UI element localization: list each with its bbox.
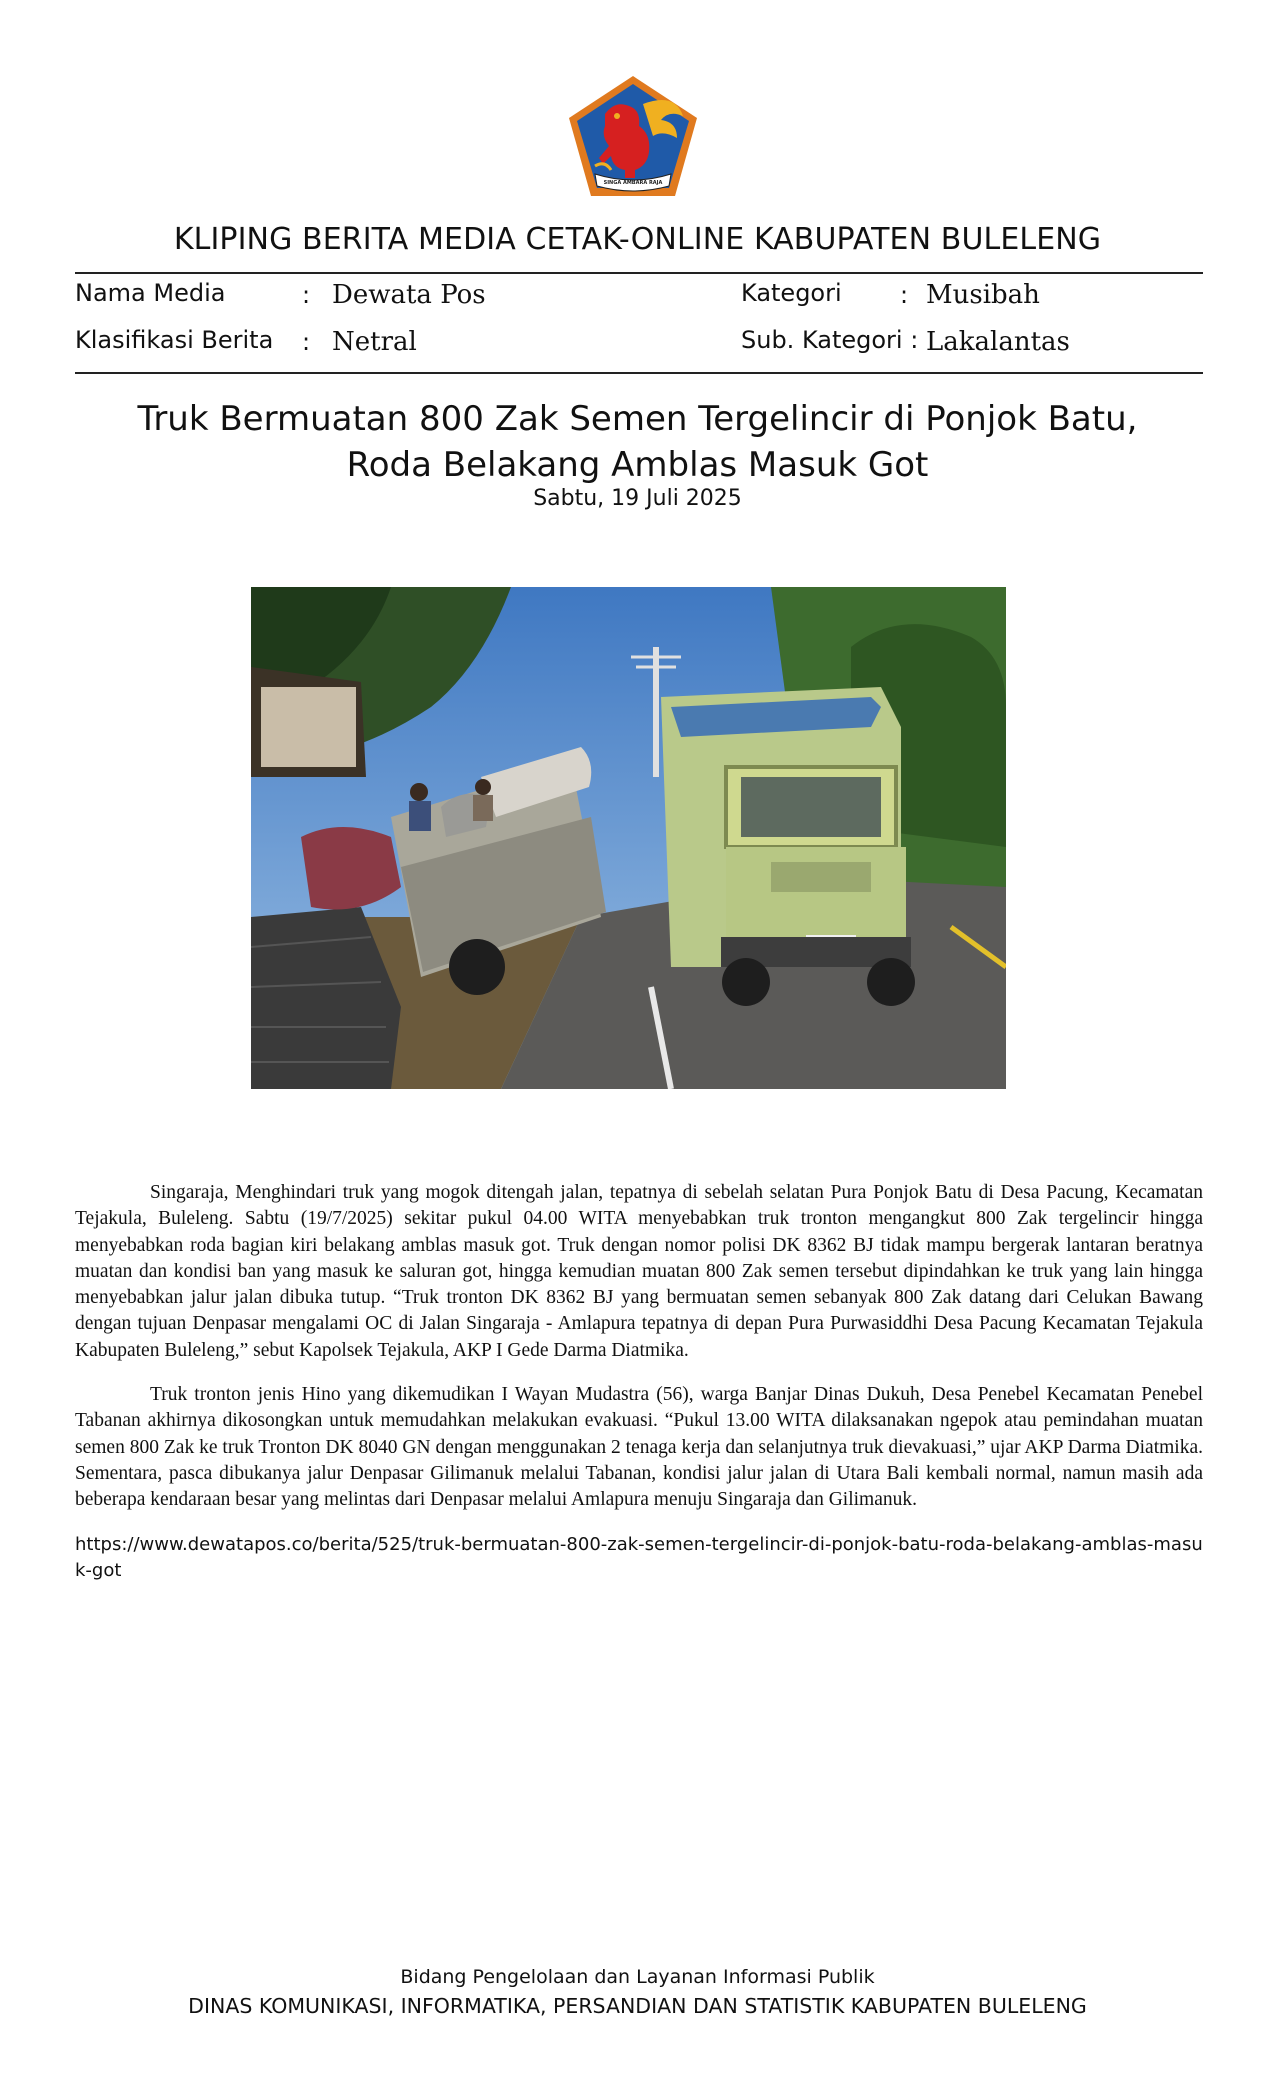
emblem-icon	[565, 74, 701, 200]
header-top-divider	[75, 272, 1203, 274]
kategori-colon: :	[900, 281, 909, 309]
source-url-link[interactable]: https://www.dewatapos.co/berita/525/truk-bermuatan-800-zak-semen-tergelincir-di-ponjok-batu-roda-belakang-amblas-masuk-got	[75, 1534, 1203, 1581]
header-bottom-divider	[75, 372, 1203, 374]
klasifikasi-berita-label: Klasifikasi Berita	[75, 326, 274, 354]
truck-accident-photo	[251, 587, 1006, 1089]
klasifikasi-berita-value: Netral	[332, 327, 417, 357]
footer-department: Bidang Pengelolaan dan Layanan Informasi Publik	[400, 1966, 875, 1988]
kategori-value: Musibah	[926, 280, 1040, 310]
klasifikasi-berita-colon: :	[302, 328, 311, 356]
article-title-line-1: Truk Bermuatan 800 Zak Semen Tergelincir di Ponjok Batu,	[137, 399, 1138, 439]
article-paragraph-2	[75, 1382, 1203, 1513]
buleleng-emblem-logo	[565, 74, 701, 200]
article-title	[0, 396, 1275, 488]
sub-kategori-label: Sub. Kategori :	[741, 326, 919, 354]
article-paragraph-2-text: Truk tronton jenis Hino yang dikemudikan I Wayan Mudastra (56), warga Banjar Dinas Dukuh, Desa Penebel Kecamatan Penebel Tabanan akhirnya dikosongkan untuk memudahkan melakukan evakuasi. “Pukul 13.00 WITA dilaksanakan ngepok atau pemindahan muatan semen 800 Zak ke truk Tronton DK 8040 GN dengan menggunakan 2 tenaga kerja dan selanjutnya truk dievakuasi,” ujar AKP Darma Diatmika. Sementara, pasca dibukanya jalur Denpasar Gilimanuk melalui Tabanan, kondisi jalur jalan di Utara Bali kembali normal, namun masih ada beberapa kendaraan besar yang melintas dari Denpasar melalui Amlapura menuju Singaraja dan Gilimanuk.	[75, 1384, 1203, 1511]
article-paragraph-1-text: Singaraja, Menghindari truk yang mogok ditengah jalan, tepatnya di sebelah selatan Pura Ponjok Batu di Desa Pacung, Kecamatan Tejakula, Buleleng. Sabtu (19/7/2025) sekitar pukul 04.00 WITA menyebabkan truk tronton mengangkut 800 Zak tergelincir hingga menyebabkan roda bagian kiri belakang amblas masuk got. Truk dengan nomor polisi DK 8362 BJ tidak mampu bergerak lantaran beratnya muatan dan kondisi ban yang masuk ke saluran got, hingga kemudian muatan 800 Zak semen tersebut dipindahkan ke truk yang lain hingga menyebabkan jalur jalan dibuka tutup. “Truk tronton DK 8362 BJ yang bermuatan semen sebanyak 800 Zak datang dari Celukan Bawang dengan tujuan Denpasar mengalami OC di Jalan Singaraja - Amlapura tepatnya di depan Pura Purwasiddhi Desa Pacung Kecamatan Tejakula Kabupaten Buleleng,” sebut Kapolsek Tejakula, AKP I Gede Darma Diatmika.	[75, 1182, 1203, 1361]
nama-media-value: Dewata Pos	[332, 280, 486, 310]
nama-media-colon: :	[302, 281, 311, 309]
footer-agency: DINAS KOMUNIKASI, INFORMATIKA, PERSANDIAN DAN STATISTIK KABUPATEN BULELENG	[188, 1994, 1087, 2018]
article-title-line-2: Roda Belakang Amblas Masuk Got	[346, 445, 929, 485]
clipping-header-title: KLIPING BERITA MEDIA CETAK-ONLINE KABUPATEN BULELENG	[173, 222, 1102, 257]
nama-media-label: Nama Media	[75, 279, 226, 307]
article-date: Sabtu, 19 Juli 2025	[533, 486, 742, 511]
emblem-motto: SINGA AMBARA RAJA	[603, 180, 663, 186]
sub-kategori-value: Lakalantas	[926, 327, 1070, 357]
article-paragraph-1	[75, 1180, 1203, 1364]
kategori-label: Kategori	[741, 279, 842, 307]
